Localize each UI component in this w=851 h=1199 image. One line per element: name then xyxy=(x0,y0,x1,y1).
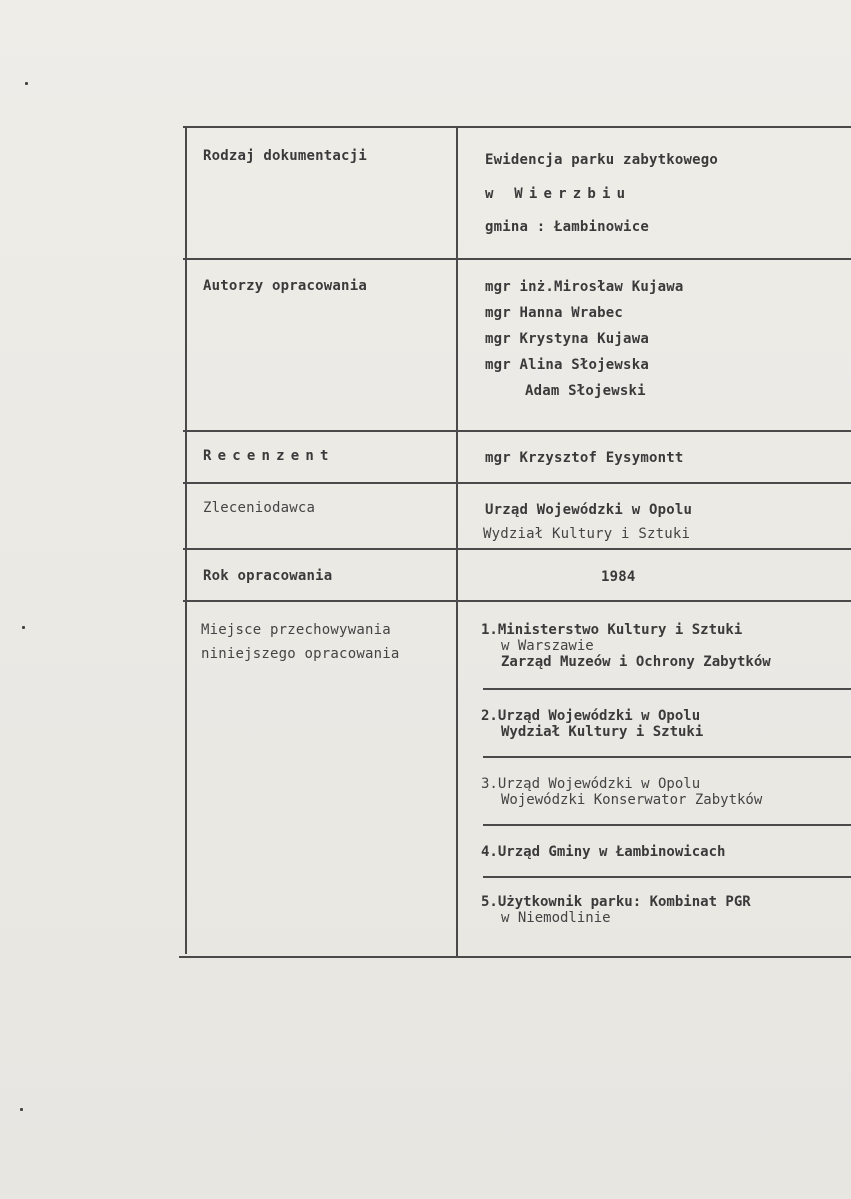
row-divider xyxy=(183,600,851,602)
author-item: Adam Słojewski xyxy=(525,383,646,399)
location-divider xyxy=(483,876,851,878)
storage-location-line: w Warszawie xyxy=(501,638,594,654)
table-column-divider xyxy=(456,126,458,956)
value-commissioner-dept: Wydział Kultury i Sztuki xyxy=(483,526,691,542)
storage-location xyxy=(481,776,762,808)
author-item: mgr Alina Słojewska xyxy=(485,357,649,373)
storage-location-line: Zarząd Muzeów i Ochrony Zabytków xyxy=(501,654,771,670)
storage-location-line: Wojewódzki Konserwator Zabytków xyxy=(501,792,763,808)
value-documentation-type: Ewidencja parku zabytkowego xyxy=(485,152,718,168)
label-authors: Autorzy opracowania xyxy=(203,278,367,294)
row-divider xyxy=(183,258,851,260)
row-divider xyxy=(183,548,851,550)
storage-location-line: w Niemodlinie xyxy=(501,910,611,926)
storage-location-line: 4.Urząd Gminy w Łambinowicach xyxy=(481,844,726,860)
label-commissioner: Zleceniodawca xyxy=(203,500,316,516)
storage-location-line: 2.Urząd Wojewódzki w Opolu xyxy=(481,708,701,724)
label-year: Rok opracowania xyxy=(203,568,333,584)
storage-location xyxy=(481,894,751,926)
row-divider xyxy=(183,430,851,432)
storage-location-line: 5.Użytkownik parku: Kombinat PGR xyxy=(481,894,751,910)
storage-location xyxy=(481,622,771,670)
label-storage: Miejsce przechowywania xyxy=(201,622,391,638)
location-divider xyxy=(483,756,851,758)
table-bottom-border xyxy=(179,956,851,958)
margin-mark xyxy=(20,1108,23,1111)
row-divider xyxy=(183,482,851,484)
storage-location xyxy=(481,708,703,740)
documentation-table xyxy=(183,126,851,958)
label-storage: niniejszego opracowania xyxy=(201,646,400,662)
value-commissioner: Urząd Wojewódzki w Opolu xyxy=(485,502,693,518)
value-reviewer: mgr Krzysztof Eysymontt xyxy=(485,450,684,466)
location-divider xyxy=(483,824,851,826)
table-top-border xyxy=(183,126,851,128)
author-item: mgr inż.Mirosław Kujawa xyxy=(485,279,684,295)
table-left-border xyxy=(185,126,187,954)
label-reviewer: Recenzent xyxy=(203,448,335,464)
margin-mark xyxy=(25,82,28,85)
author-item: mgr Hanna Wrabec xyxy=(485,305,624,321)
storage-location-line: Wydział Kultury i Sztuki xyxy=(501,724,704,740)
location-divider xyxy=(483,688,851,690)
storage-location xyxy=(481,844,725,860)
storage-location-line: 3.Urząd Wojewódzki w Opolu xyxy=(481,776,701,792)
author-item: mgr Krystyna Kujawa xyxy=(485,331,649,347)
value-commune: gmina : Łambinowice xyxy=(485,219,649,235)
label-documentation-type: Rodzaj dokumentacji xyxy=(203,148,367,164)
value-year: 1984 xyxy=(601,569,636,585)
value-location-name: w Wierzbiu xyxy=(485,186,632,202)
margin-mark xyxy=(22,626,25,629)
storage-location-line: 1.Ministerstwo Kultury i Sztuki xyxy=(481,622,743,638)
